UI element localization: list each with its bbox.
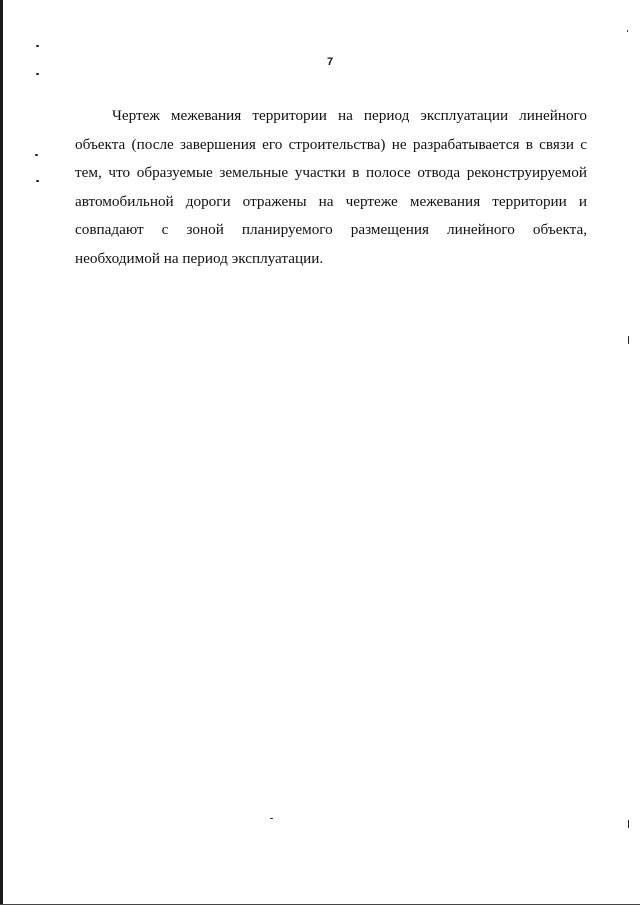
scan-speck (627, 30, 628, 32)
scan-speck (628, 336, 629, 344)
scan-speck (270, 818, 273, 819)
page-number: 7 (326, 56, 334, 68)
scan-speck (36, 180, 39, 182)
scan-speck (36, 73, 39, 75)
scan-speck (36, 45, 39, 47)
scan-speck (35, 154, 38, 156)
scan-speck (628, 820, 629, 828)
body-paragraph: Чертеж межевания территории на период эксплуатации линейного объекта (после завершения его строительства) не разрабатывается в связи с тем, что образуемые земельные участки в полосе отвода реконструируемой автомобильной дороги отражены на чертеже межевания территории и совпадают с зоной планируемого размещения линейного объекта, необходимой на период эксплуатации. (75, 107, 587, 267)
scan-edge-left (0, 0, 3, 905)
